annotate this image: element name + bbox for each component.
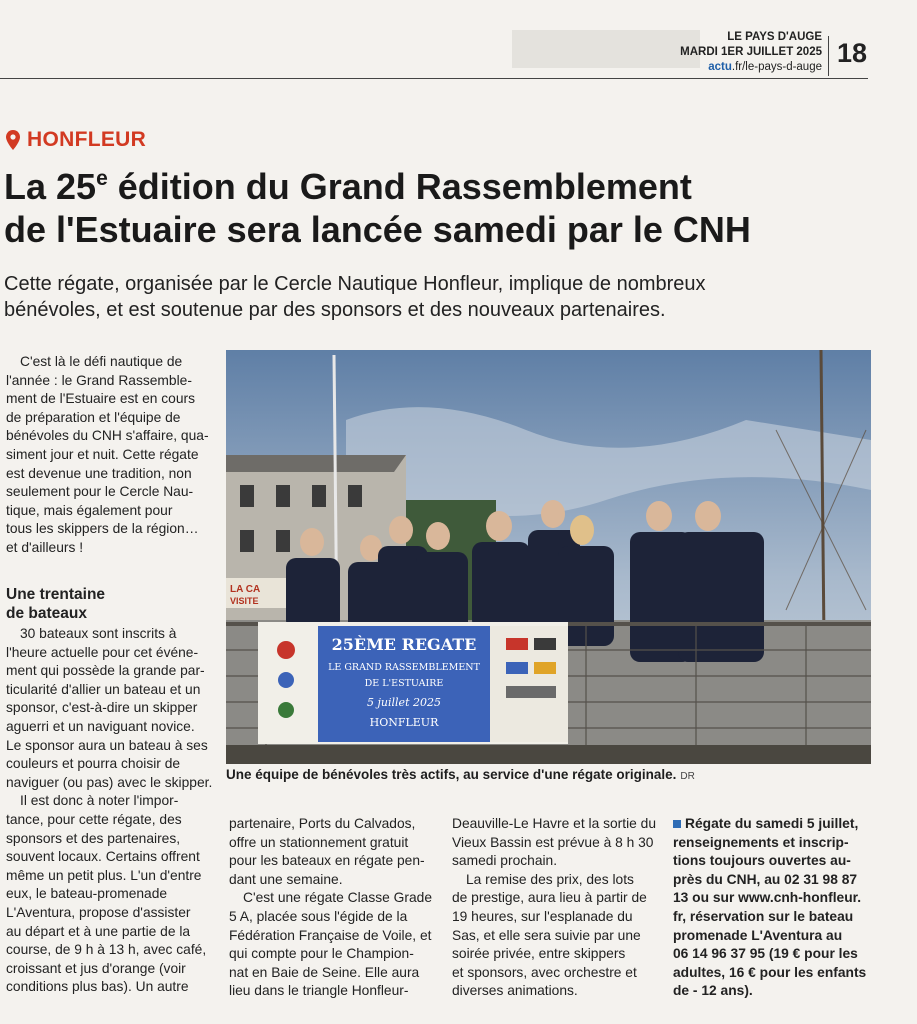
body-text-line: seulement pour le Cercle Nau-	[6, 484, 194, 500]
body-text-line: Fédération Française de Voile, et	[229, 927, 432, 943]
body-text-line: au départ et à une partie de la	[6, 923, 191, 939]
body-text-line: l'heure actuelle pour cet événe-	[6, 644, 199, 660]
body-text-line: 19 heures, sur l'esplanade du	[452, 908, 633, 924]
body-text-line: ticularité d'allier un bateau et un	[6, 681, 201, 697]
headline-line-2: de l'Estuaire sera lancée samedi par le CNH	[4, 209, 751, 250]
standfirst	[4, 271, 874, 323]
body-text-line: dant une semaine.	[229, 871, 343, 887]
body-text-line: eux, le bateau-promenade	[6, 886, 168, 902]
headline-line-1	[4, 165, 874, 208]
url-path: .fr/le-pays-d-auge	[731, 61, 822, 73]
photo-caption	[226, 767, 886, 782]
body-text-line: et d'ailleurs !	[6, 539, 84, 555]
headline-text-a: La 25	[4, 166, 97, 207]
body-text-line: L'Aventura, propose d'assister	[6, 904, 191, 920]
body-text-line: tance, pour cette régate, des	[6, 811, 182, 827]
body-text-line: bénévoles du CNH s'affaire, qua-	[6, 428, 209, 444]
volunteers-photo	[226, 350, 871, 764]
body-text-line: et sponsors, avec orchestre et	[452, 964, 637, 980]
body-text-line: tions toujours ouvertes au-	[673, 853, 851, 869]
body-text-line: l'année : le Grand Rassemble-	[6, 372, 192, 388]
body-text-line: est devenue une tradition, non	[6, 465, 192, 481]
subheading	[6, 585, 105, 623]
banner-text: 25ÈME REGATE	[331, 635, 477, 654]
standfirst-line: bénévoles, et est soutenue par des sponsors et des nouveaux partenaires.	[4, 299, 666, 321]
body-text-line: aguerri et un naviguant novice.	[6, 718, 195, 734]
body-text-line: tique, mais également pour	[6, 502, 173, 518]
body-text-line: 30 bateaux sont inscrits à	[20, 626, 177, 641]
body-text-line: pour les bateaux en régate pen-	[229, 853, 425, 869]
body-text-line: ment de l'Estuaire est en cours	[6, 391, 195, 407]
body-text-line: nat en Baie de Seine. Elle aura	[229, 964, 420, 980]
body-text-line: samedi prochain.	[452, 853, 558, 869]
body-text-line: siment jour et nuit. Cette régate	[6, 446, 199, 462]
header-section: LE PAYS D'AUGE	[727, 31, 822, 43]
body-text-line: renseignements et inscrip-	[673, 834, 849, 850]
body-text-line: adultes, 16 € pour les enfants	[673, 964, 867, 980]
headline-superscript: e	[96, 167, 108, 190]
subheading-line: Une trentaine	[6, 586, 106, 603]
body-text-line: conditions plus bas). Un autre	[6, 979, 189, 995]
svg-text:LA CA: LA CA	[230, 584, 261, 595]
body-text-line: C'est là le défi nautique de	[20, 354, 183, 369]
body-text-line: 13 ou sur www.cnh-honfleur.	[673, 890, 862, 906]
body-text-line: tous les skippers de la région…	[6, 521, 199, 537]
column-4-info	[673, 815, 883, 1001]
body-text-line: course, de 9 h à 13 h, avec café,	[6, 942, 207, 958]
banner-text: DE L'ESTUAIRE	[364, 678, 444, 689]
body-text-line: ment qui possède la grande par-	[6, 663, 205, 679]
location-kicker	[6, 128, 146, 152]
body-text-line: 5 A, placée sous l'égide de la	[229, 908, 408, 924]
standfirst-line: Cette régate, organisée par le Cercle Nautique Honfleur, implique de nombreux	[4, 273, 706, 295]
body-text-line: qui compte pour le Champion-	[229, 946, 414, 962]
body-text-line: Il est donc à noter l'impor-	[20, 793, 179, 809]
headline-text-b: édition du Grand Rassemblement	[107, 166, 692, 207]
body-text-line: promenade L'Aventura au	[673, 927, 843, 943]
banner-text: 5 juillet 2025	[367, 696, 441, 709]
column-3	[452, 815, 662, 1001]
body-text-line: La remise des prix, des lots	[466, 871, 634, 887]
body-text-line: offre un stationnement gratuit	[229, 834, 409, 850]
body-text-line: de - 12 ans).	[673, 983, 753, 999]
page-header	[680, 30, 822, 75]
column-1-intro	[6, 353, 214, 558]
body-text-line: souvent locaux. Certains offrent	[6, 849, 200, 865]
banner-text: LE GRAND RASSEMBLEMENT	[328, 662, 480, 673]
body-text-line: C'est une régate Classe Grade	[243, 890, 432, 906]
body-text-line: sponsor, c'est-à-dire un skipper	[6, 700, 198, 716]
svg-text:VISITE: VISITE	[230, 596, 259, 606]
photo-credit: DR	[680, 771, 695, 782]
banner-text: HONFLEUR	[369, 716, 439, 729]
body-text-line: fr, réservation sur le bateau	[673, 908, 854, 924]
body-text-line: de préparation et l'équipe de	[6, 409, 181, 425]
column-2	[229, 815, 439, 1001]
body-text-line: Le sponsor aura un bateau à ses	[6, 737, 208, 753]
subheading-line: de bateaux	[6, 605, 87, 622]
page-number: 18	[837, 38, 868, 68]
body-text-line: de prestige, aura lieu à partir de	[452, 890, 647, 906]
adjacent-page-ghost	[512, 30, 700, 68]
body-text-line: soirée privée, entre skippers	[452, 946, 626, 962]
body-text-line: sponsors et des partenaires,	[6, 830, 181, 846]
body-text-line: Régate du samedi 5 juillet,	[673, 815, 883, 834]
header-divider	[828, 36, 829, 76]
header-rule	[0, 78, 868, 79]
body-text-line: partenaire, Ports du Calvados,	[229, 816, 416, 831]
body-text-line: Sas, et elle sera suivie par une	[452, 927, 641, 943]
location-pin-icon	[6, 130, 20, 150]
headline	[4, 165, 874, 251]
body-text-line: naviguer (ou pas) avec le skipper.	[6, 774, 213, 790]
body-text-line: lieu dans le triangle Honfleur-	[229, 983, 409, 999]
header-date: MARDI 1ER JUILLET 2025	[680, 46, 822, 58]
body-text-line: Vieux Bassin est prévue à 8 h 30	[452, 834, 654, 850]
body-text-line: Deauville-Le Havre et la sortie du	[452, 816, 656, 831]
body-text-line: même un petit plus. L'un d'entre	[6, 867, 202, 883]
kicker-label: HONFLEUR	[27, 128, 147, 151]
body-text-line: croissant et jus d'orange (voir	[6, 960, 186, 976]
info-square-icon	[673, 820, 681, 828]
url-brand: actu	[708, 61, 732, 73]
header-url[interactable]	[680, 60, 822, 75]
caption-text: Une équipe de bénévoles très actifs, au service d'une régate originale.	[226, 767, 677, 782]
body-text-line: près du CNH, au 02 31 98 87	[673, 871, 858, 887]
column-1-body	[6, 625, 214, 997]
body-text-line: couleurs et pourra choisir de	[6, 756, 181, 772]
body-text-line: diverses animations.	[452, 983, 578, 999]
body-text-line: 06 14 96 37 95 (19 € pour les	[673, 946, 858, 962]
